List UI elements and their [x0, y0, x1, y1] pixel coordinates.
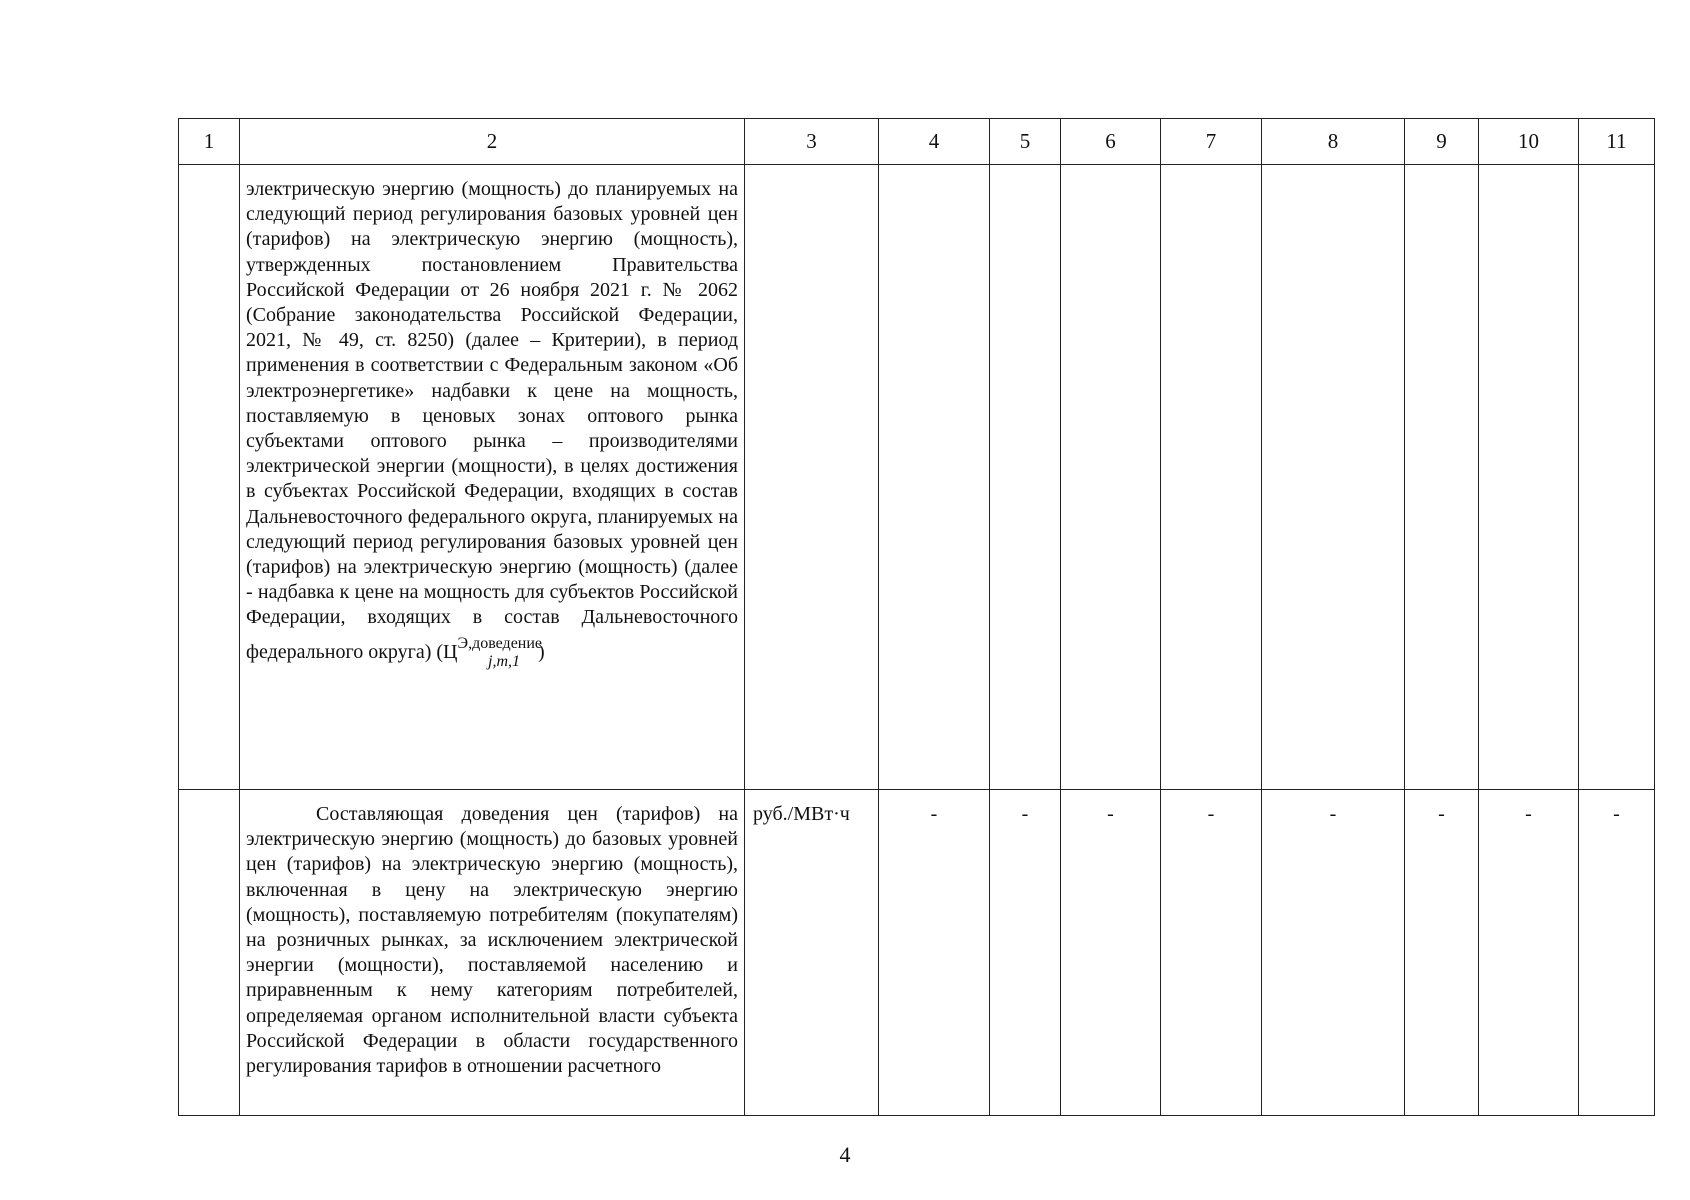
value-cell: [1061, 165, 1161, 790]
value-cell: -: [879, 790, 990, 1116]
description-cell: [240, 790, 745, 1116]
table-row: [179, 790, 1655, 1116]
value-cell: [1262, 165, 1405, 790]
row-number-cell: [179, 790, 240, 1116]
column-header: 10: [1479, 119, 1579, 165]
value-cell: -: [1405, 790, 1479, 1116]
value-cell: [1479, 165, 1579, 790]
value-cell: -: [990, 790, 1061, 1116]
description-text: Составляющая доведения цен (тарифов) на электрическую энергию (мощность) до базовых уровней цен (тарифов) на электрическую энергию (мощность), включенная в цену на электрическую энергию (мощность), поставляемую потребителям (покупателям) на розничных рынках, за исключением электрической энергии (мощности), поставляемой населению и приравненным к нему категориям потребителей, определяемая органом исполнительной власти субъекта Российской Федерации в области государственного регулирования тарифов в отношении расчетного: [246, 803, 738, 1078]
description-text: электрическую энергию (мощность) до планируемых на следующий период регулирования базовых уровней цен (тарифов) на электрическую энергию (мощность), утвержденных постановлением Правительства Российской Федерации от 26 ноября 2021 г. № 2062 (Собрание законодательства Российской Федерации, 2021, № 49, ст. 8250) (далее – Критерии), в период применения в соответствии с Федеральным законом «Об электроэнергетике» надбавки к цене на мощность, поставляемую в ценовых зонах оптового рынка субъектами оптового рынка – производителями электрической энергии (мощности), в целях достижения в субъектах Российской Федерации, входящих в состав Дальневосточного федерального округа, планируемых на следующий период регулирования базовых уровней цен (тарифов) на электрическую энергию (мощность) (далее - надбавка к цене на мощность для субъектов Российской Федерации, входящих в состав Дальневосточного федерального округа): [246, 178, 738, 663]
value-cell: -: [1061, 790, 1161, 1116]
column-header: 8: [1262, 119, 1405, 165]
column-header: 1: [179, 119, 240, 165]
tariff-table: [178, 118, 1655, 1116]
column-header: 2: [240, 119, 745, 165]
column-header: 6: [1061, 119, 1161, 165]
formula-symbol: ($Ц^{Э,доведение}_{j,m,1}$ ): [436, 634, 545, 670]
column-header: 11: [1579, 119, 1655, 165]
value-cell: -: [1479, 790, 1579, 1116]
value-cell: -: [1579, 790, 1655, 1116]
value-cell: [1161, 165, 1262, 790]
row-number-cell: [179, 165, 240, 790]
column-header: 5: [990, 119, 1061, 165]
value-cell: -: [1262, 790, 1405, 1116]
unit-cell: [745, 165, 879, 790]
table-header-row: [179, 119, 1655, 165]
unit-cell: руб./МВт·ч: [745, 790, 879, 1116]
column-header: 3: [745, 119, 879, 165]
column-header: 9: [1405, 119, 1479, 165]
description-cell: [240, 165, 745, 790]
value-cell: [1405, 165, 1479, 790]
value-cell: [879, 165, 990, 790]
value-cell: [990, 165, 1061, 790]
value-cell: [1579, 165, 1655, 790]
table-row: [179, 165, 1655, 790]
column-header: 7: [1161, 119, 1262, 165]
page-number: 4: [839, 1142, 851, 1167]
column-header: 4: [879, 119, 990, 165]
value-cell: -: [1161, 790, 1262, 1116]
